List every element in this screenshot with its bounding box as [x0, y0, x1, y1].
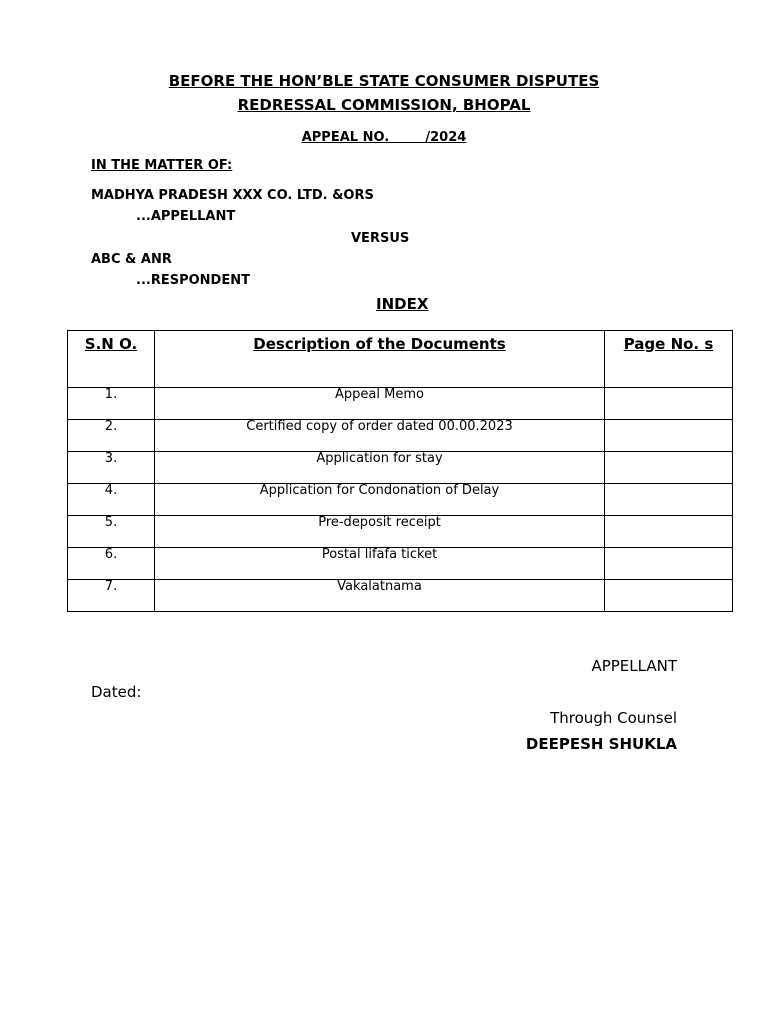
respondent-role: ...RESPONDENT	[136, 273, 250, 288]
page-cell	[605, 388, 733, 420]
heading-line-2: REDRESSAL COMMISSION, BHOPAL	[237, 96, 531, 114]
description-cell: Application for Condonation of Delay	[155, 484, 605, 516]
page-cell	[605, 516, 733, 548]
sno-cell: 7.	[68, 580, 155, 612]
column-header-sno: S.N O.	[68, 331, 155, 388]
page-cell	[605, 548, 733, 580]
appellant-role: ...APPELLANT	[136, 209, 236, 224]
dated-label: Dated:	[91, 683, 142, 701]
description-cell: Vakalatnama	[155, 580, 605, 612]
sno-cell: 3.	[68, 452, 155, 484]
respondent-name: ABC & ANR	[91, 252, 172, 267]
description-cell: Certified copy of order dated 00.00.2023	[155, 420, 605, 452]
appeal-number: APPEAL NO. /2024	[301, 130, 467, 145]
sno-cell: 4.	[68, 484, 155, 516]
page-cell	[605, 420, 733, 452]
sno-cell: 6.	[68, 548, 155, 580]
sno-cell: 5.	[68, 516, 155, 548]
page-cell	[605, 580, 733, 612]
table-row	[68, 548, 733, 580]
appellant-name: MADHYA PRADESH XXX CO. LTD. &ORS	[91, 188, 374, 203]
table-row	[68, 420, 733, 452]
table-row	[68, 452, 733, 484]
table-row	[68, 516, 733, 548]
table-header-row	[68, 331, 733, 388]
matter-label: IN THE MATTER OF:	[91, 158, 233, 173]
appellant-signature-label: APPELLANT	[591, 657, 677, 675]
page-cell	[605, 484, 733, 516]
column-header-page: Page No. s	[605, 331, 733, 388]
column-header-description: Description of the Documents	[155, 331, 605, 388]
description-cell: Postal lifafa ticket	[155, 548, 605, 580]
counsel-name: DEEPESH SHUKLA	[525, 735, 677, 753]
table-row	[68, 484, 733, 516]
description-cell: Pre-deposit receipt	[155, 516, 605, 548]
description-cell: Appeal Memo	[155, 388, 605, 420]
index-table	[67, 330, 733, 612]
sno-cell: 2.	[68, 420, 155, 452]
sno-cell: 1.	[68, 388, 155, 420]
through-counsel-label: Through Counsel	[550, 709, 677, 727]
index-title: INDEX	[376, 295, 429, 313]
table-row	[68, 388, 733, 420]
versus: VERSUS	[351, 231, 410, 246]
page-cell	[605, 452, 733, 484]
table-row	[68, 580, 733, 612]
description-cell: Application for stay	[155, 452, 605, 484]
heading-line-1: BEFORE THE HON’BLE STATE CONSUMER DISPUTES	[168, 72, 600, 90]
